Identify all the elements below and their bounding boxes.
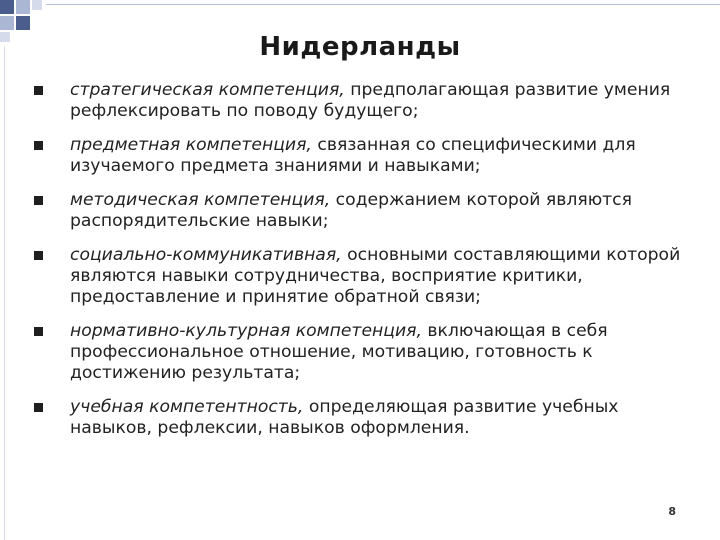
top-divider-line xyxy=(46,4,720,5)
list-item xyxy=(34,245,698,308)
item-text: предполагающая развитие умения рефлексировать по поводу будущего; xyxy=(70,80,671,121)
decor-square xyxy=(0,0,14,14)
item-text: содержанием которой являются распорядительские навыки; xyxy=(70,190,632,231)
item-text: определяющая развитие учебных навыков, рефлексии, навыков оформления. xyxy=(70,397,619,438)
decor-square xyxy=(32,0,42,10)
square-bullet-icon xyxy=(34,403,43,412)
page-number: 8 xyxy=(668,505,676,518)
item-text: включающая в себя профессиональное отношение, мотивацию, готовность к достижению результата; xyxy=(70,321,608,383)
item-term: предметная компетенция, xyxy=(70,135,312,155)
square-bullet-icon xyxy=(34,327,43,336)
item-text: связанная со специфическими для изучаемого предмета знаниями и навыками; xyxy=(70,135,636,176)
square-bullet-icon xyxy=(34,196,43,205)
item-term: учебная компетентность, xyxy=(70,397,304,417)
decor-square xyxy=(16,16,30,30)
item-text: основными составляющими которой являются навыки сотрудничества, восприятие критики, предоставление и принятие обратной связи; xyxy=(70,245,681,307)
list-item xyxy=(34,80,698,122)
item-term: нормативно-культурная компетенция, xyxy=(70,321,422,341)
item-term: методическая компетенция, xyxy=(70,190,331,210)
left-divider-line xyxy=(4,46,5,540)
square-bullet-icon xyxy=(34,251,43,260)
slide-title: Нидерланды xyxy=(259,32,461,62)
decor-square xyxy=(0,16,14,30)
list-item xyxy=(34,135,698,177)
list-item xyxy=(34,190,698,232)
item-term: стратегическая компетенция, xyxy=(70,80,345,100)
list-item xyxy=(34,321,698,384)
square-bullet-icon xyxy=(34,141,43,150)
item-term: социально-коммуникативная, xyxy=(70,245,342,265)
list-item xyxy=(34,397,698,439)
square-bullet-icon xyxy=(34,86,43,95)
decor-square xyxy=(16,0,30,14)
bullet-list xyxy=(34,80,698,452)
